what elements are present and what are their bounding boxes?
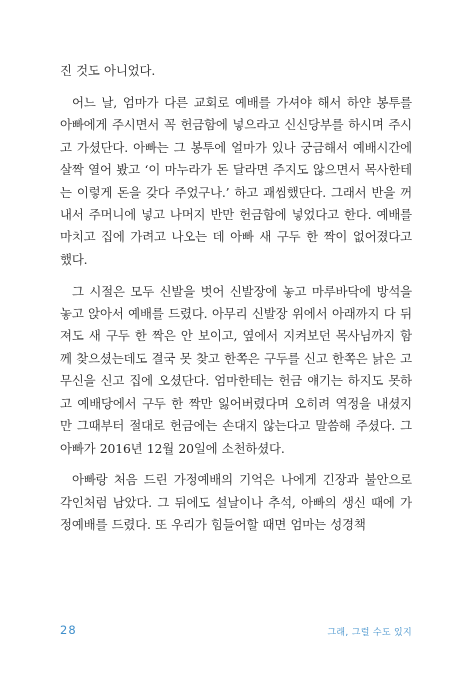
paragraph: 그 시절은 모두 신발을 벗어 신발장에 놓고 마루바닥에 방석을 놓고 앉아서 예배를 드렸다. 아무리 신발장 위에서 아래까지 다 뒤져도 새 구두 한 짝은 안 보이고, 옆에서 지켜보던 목사님까지 함께 찾으셨는데도 결국 못 찾고 한쪽은 구두를 신고 한쪽은 낡은 고무신을 신고 집에 오셨단다. 엄마한테는 헌금 얘기는 하지도 못하고 예배당에서 구두 한 짝만 잃어버렸다며 오히려 역정을 내셨지만 그때부터 절대로 헌금에는 손대지 않는다고 말씀해 주셨다. 그 아빠가 2016년 12월 20일에 소천하셨다.	[60, 283, 412, 456]
page-number: 28	[60, 623, 77, 637]
paragraph-continuation: 진 것도 아니었다.	[60, 63, 156, 78]
page-footer	[60, 623, 412, 641]
running-title: 그래, 그럴 수도 있지	[327, 628, 412, 638]
body-text	[60, 60, 412, 546]
paragraph: 어느 날, 엄마가 다른 교회로 예배를 가셔야 해서 하얀 봉투를 아빠에게 주시면서 꼭 헌금함에 넣으라고 신신당부를 하시며 주시고 가셨단다. 아빠는 그 봉투에 얼마가 있나 궁금해서 예배시간에 살짝 열어 봤고 ‘이 마누라가 돈 달라면 주지도 않으면서 목사한테는 이렇게 돈을 갖다 주었구나.’ 하고 괘씸했단다. 그래서 반을 꺼내서 주머니에 넣고 나머지 반만 헌금함에 넣었다고 한다. 예배를 마치고 집에 가려고 나오는 데 아빠 새 구두 한 짝이 없어졌다고 했다.	[60, 94, 412, 267]
paragraph: 아빠랑 처음 드린 가정예배의 기억은 나에게 긴장과 불안으로 각인처럼 남았다. 그 뒤에도 설날이나 추석, 아빠의 생신 때에 가정예배를 드렸다. 또 우리가 힘들어할 때면 엄마는 성경책	[60, 472, 412, 533]
